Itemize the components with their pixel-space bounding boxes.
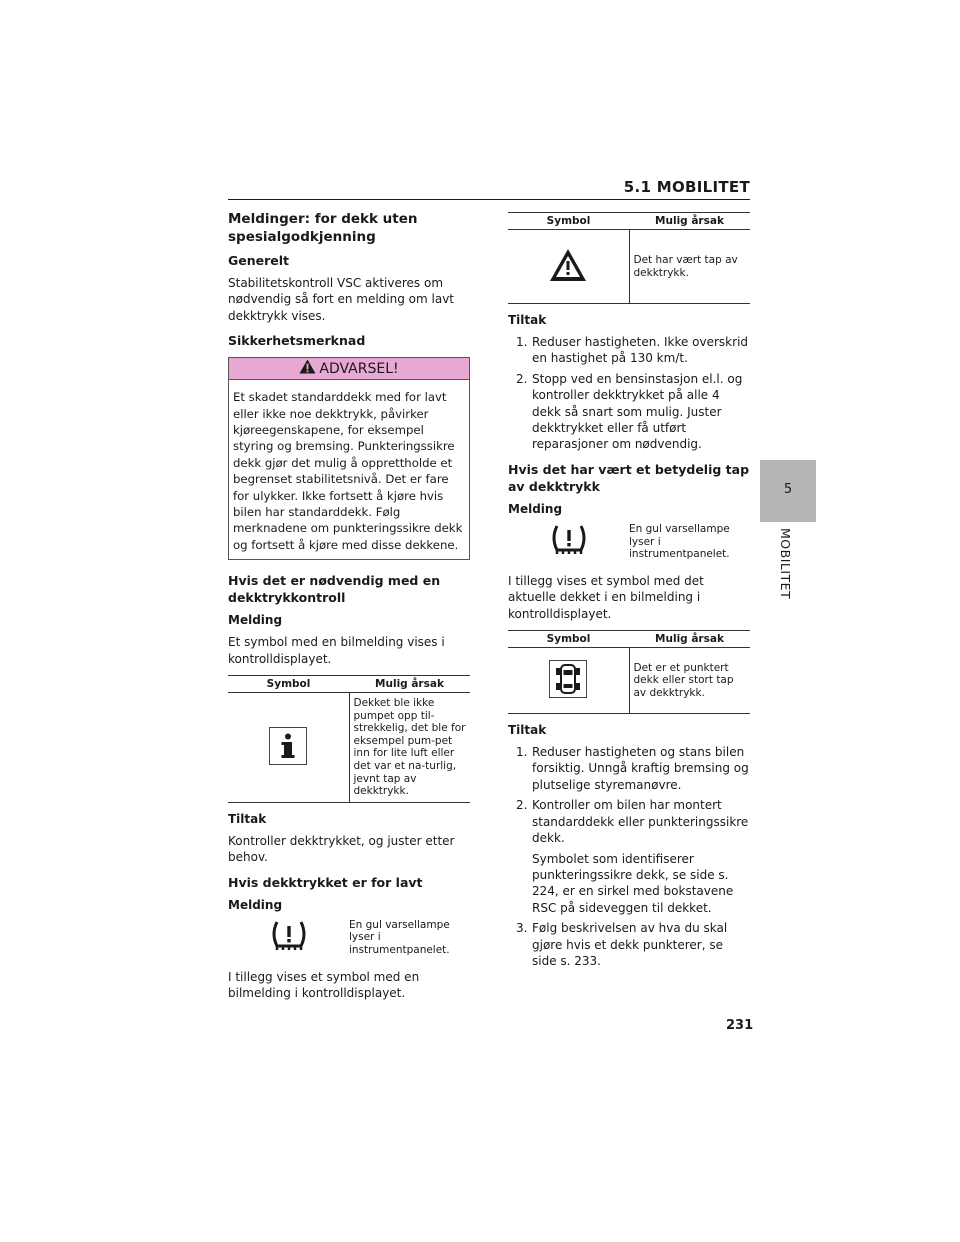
heading-for-lavt: Hvis dekktrykket er for lavt: [228, 874, 423, 890]
paragraph-generelt: Stabilitetskontroll VSC aktiveres om nødvendig så fort en melding om lavt dekktrykk vises.: [228, 276, 455, 323]
table3-cause-cell: Det er et punktert dekk eller stort tap av dekktrykk.: [629, 648, 750, 714]
tiltak-list-3: [508, 744, 750, 969]
table3-symbol-cell: [508, 648, 629, 714]
table1-cause-cell: Dekket ble ikke pumpet opp til-strekkelig, det ble for eksempel pum-pet inn for lite luft eller det var et na-turlig, jevnt tap av dekktrykk.: [349, 693, 470, 803]
heading-melding-1: Melding: [228, 613, 283, 628]
table1-header-cause: Mulig årsak: [349, 676, 470, 693]
tire-pressure-warning-icon: [549, 523, 589, 561]
chapter-tab-label: MOBILITET: [778, 528, 793, 600]
warning-text: Et skadet standarddekk med for lavt eller ikke noe dekktrykk, påvirker kjøreegenskapene, for eksempel styring og bremsing. Punkteringssikre dekk gjør det mulig å opprettholde et begrenset stabilitetsnivå. Det er fare for ulykker. Ikke fortsett å kjøre hvis bilen har standarddekk. Følg merknadene om punkteringssikre dekk og fortsett å kjøre med disse dekkene.: [233, 390, 463, 552]
warning-triangle-icon: [299, 359, 316, 378]
table2-cause-cell: Det har vært tap av dekktrykk.: [629, 230, 750, 304]
table-row: [508, 230, 750, 304]
symbol-table-2: [508, 212, 750, 304]
symbol-table-1: [228, 675, 470, 803]
list-item: 1. Reduser hastigheten og stans bilen forsiktig. Unngå kraftig bremsing og plutselige styremanøvre.: [516, 745, 749, 792]
table1-header-symbol: Symbol: [228, 676, 349, 693]
list-item: 1. Reduser hastigheten. Ikke overskrid en hastighet på 130 km/t.: [516, 335, 749, 366]
heading-generelt: Generelt: [228, 253, 290, 268]
warning-lamp-row-2: [508, 523, 750, 561]
list-item: 3. Følg beskrivelsen av hva du skal gjøre hvis et dekk punkterer, se side s. 233.: [516, 921, 728, 968]
paragraph-itillegg-2: I tillegg vises et symbol med det aktuelle dekket i en bilmelding i kontrolldisplayet.: [508, 573, 704, 621]
info-icon: [269, 756, 307, 768]
page-title: Meldinger: for dekk uten spesialgodkjenning: [228, 211, 418, 245]
chapter-tab-number: 5: [783, 482, 793, 497]
heading-melding-3: Melding: [508, 501, 563, 516]
section-header: 5.1 MOBILITET: [623, 178, 750, 196]
table2-header-symbol: Symbol: [508, 213, 629, 230]
warning-box: [228, 357, 470, 560]
warning-title: ADVARSEL!: [319, 360, 399, 377]
page-number: 231: [726, 1018, 754, 1033]
heading-tiltak-2: Tiltak: [508, 313, 547, 327]
list-item: 2. Stopp ved en bensinstasjon el.l. og kontroller dekktrykket på alle 4 dekk så snart som mulig. Juster dekktrykket eller få utført reparasjoner om nødvendig.: [516, 371, 743, 452]
heading-tiltak-1: Tiltak: [228, 811, 267, 826]
table3-header-symbol: Symbol: [508, 631, 629, 648]
heading-nodvendig: Hvis det er nødvendig med en dekktrykkontroll: [228, 573, 441, 606]
heading-betydelig: Hvis det har vært et betydelig tap av dekktrykk: [508, 461, 750, 494]
table-row: [508, 648, 750, 714]
table3-header-cause: Mulig årsak: [629, 631, 750, 648]
tire-pressure-warning-icon: [269, 919, 309, 957]
car-tire-status-icon: [549, 689, 587, 701]
left-column: [228, 210, 470, 1009]
warning-lamp-text-1: En gul varsellampe lyser i instrumentpanelet.: [349, 918, 450, 956]
heading-melding-2: Melding: [228, 897, 283, 912]
table1-symbol-cell: [228, 693, 349, 803]
warning-lamp-text-2: En gul varsellampe lyser i instrumentpanelet.: [629, 522, 730, 561]
heading-tiltak-3: Tiltak: [508, 723, 547, 738]
symbol-table-3: [508, 630, 750, 714]
table2-symbol-cell: [508, 230, 629, 304]
paragraph-melding-1: Et symbol med en bilmelding vises i kontrolldisplayet.: [228, 635, 445, 666]
list-item: 2. Kontroller om bilen har montert standarddekk eller punkteringssikre dekk. Symbolet som identifiserer punkteringssikre dekk, se side s. 224, er en sirkel med bokstavene RSC på sideveggen til dekket.: [516, 798, 749, 915]
paragraph-tiltak-1: Kontroller dekktrykket, og juster etter behov.: [228, 833, 455, 865]
tiltak-list-2: [508, 334, 750, 453]
paragraph-itillegg-1: I tillegg vises et symbol med en bilmelding i kontrolldisplayet.: [228, 969, 420, 1001]
list-item-note: Symbolet som identifiserer punkteringssikre dekk, se side s. 224, er en sirkel med bokstavene RSC på sideveggen til dekket.: [532, 851, 734, 915]
warning-header: [229, 358, 469, 380]
heading-sikkerhet: Sikkerhetsmerknad: [228, 333, 366, 349]
warning-triangle-icon: [548, 274, 588, 286]
header-divider: [228, 199, 750, 200]
warning-lamp-row-1: [228, 919, 470, 957]
table-row: [228, 693, 470, 803]
right-column: [508, 212, 750, 977]
table2-header-cause: Mulig årsak: [629, 213, 750, 230]
